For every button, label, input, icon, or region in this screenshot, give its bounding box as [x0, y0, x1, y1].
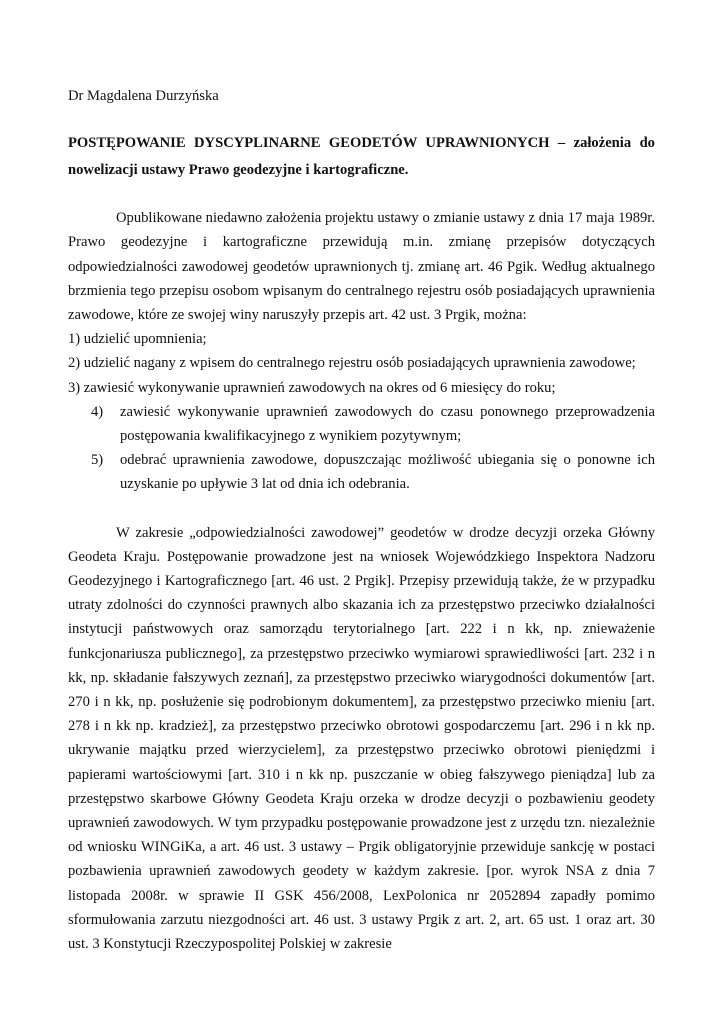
penalty-list-numbered: [68, 400, 655, 497]
penalty-item-5-number: 5): [91, 452, 104, 469]
penalty-list-plain: [68, 327, 655, 400]
title-main: POSTĘPOWANIE DYSCYPLINARNE GEODETÓW UPRAWNIONYCH: [68, 135, 550, 152]
penalty-item-5-text: odebrać uprawnienia zawodowe, dopuszczając możliwość ubiegania się o ponowne ich uzyskanie po upływie 3 lat od dnia ich odebrania.: [120, 452, 655, 493]
penalty-item-5: [68, 448, 655, 496]
author-name: Dr Magdalena Durzyńska: [68, 88, 219, 104]
penalty-item-4-number: 4): [91, 403, 104, 420]
penalty-item-1: 1) udzielić upomnienia;: [68, 331, 207, 348]
penalty-item-4: [68, 400, 655, 448]
penalty-item-2: 2) udzielić nagany z wpisem do centralnego rejestru osób posiadających uprawnienia zawodowe;: [68, 355, 636, 372]
document-title: [68, 130, 655, 184]
intro-paragraph: Opublikowane niedawno założenia projektu ustawy o zmianie ustawy z dnia 17 maja 1989r. Prawo geodezyjne i kartograficzne przewidują m.in. zmianę przepisów dotyczących odpowiedzialności zawodowej geodetów uprawnionych tj. zmianę art. 46 Pgik. Według aktualnego brzmienia tego przepisu osobom wpisanym do centralnego rejestru osób posiadających uprawnienia zawodowe, które ze swojej winy naruszyły przepis art. 42 ust. 3 Prgik, można:: [68, 210, 655, 324]
penalty-item-4-text: zawiesić wykonywanie uprawnień zawodowych do czasu ponownego przeprowadzenia postępowania kwalifikacyjnego z wynikiem pozytywnym;: [120, 403, 655, 445]
penalty-item-3: 3) zawiesić wykonywanie uprawnień zawodowych na okres od 6 miesięcy do roku;: [68, 379, 556, 396]
document-page: [68, 84, 655, 956]
second-paragraph: W zakresie „odpowiedzialności zawodowej” geodetów w drodze decyzji orzeka Główny Geodeta Kraju. Postępowanie prowadzone jest na wniosek Wojewódzkiego Inspektora Nadzoru Geodezyjnego i Kartograficznego [art. 46 ust. 2 Prgik]. Przepisy przewidują także, że w przypadku utraty zdolności do czynności prawnych albo skazania ich za przestępstwo przeciwko działalności instytucji państwowych oraz samorządu terytorialnego [art. 222 i n kk, np. znieważenie funkcjonariusza publicznego], za przestępstwo przeciwko wymiarowi sprawiedliwości [art. 232 i n kk, np. składanie fałszywych zeznań], za przestępstwo przeciwko wiarygodności dokumentów [art. 270 i n kk, np. posłużenie się podrobionym dokumentem], za przestępstwo przeciwko mieniu [art. 278 i n kk np. kradzież], za przestępstwo przeciwko obrotowi gospodarczemu [art. 296 i n kk np. ukrywanie majątku przed wierzycielem], za przestępstwo przeciwko obrotowi pieniędzmi i papierami wartościowymi [art. 310 i n kk np. puszczanie w obieg fałszywego pieniądza] lub za przestępstwo skarbowe Główny Geodeta Kraju orzeka w drodze decyzji o pozbawieniu geodety uprawnień zawodowych. W tym przypadku postępowanie prowadzone jest z urzędu tzn. niezależnie od wniosku WINGiKa, a art. 46 ust. 3 ustawy – Prgik obligatoryjnie przewiduje sankcję w postaci pozbawienia uprawnień zawodowych geodety w każdym zakresie. [por. wyrok NSA z dnia 7 listopada 2008r. w sprawie II GSK 456/2008, LexPolonica nr 2052894 zapadły pomimo sformułowania zarzutu niezgodności art. 46 ust. 3 ustawy Prgik z art. 2, art. 65 ust. 1 oraz art. 30 ust. 3 Konstytucji Rzeczypospolitej Polskiej w zakresie: [68, 524, 655, 953]
title-rest: – założenia do nowelizacji ustawy Prawo geodezyjne i kartograficzne.: [68, 135, 655, 179]
